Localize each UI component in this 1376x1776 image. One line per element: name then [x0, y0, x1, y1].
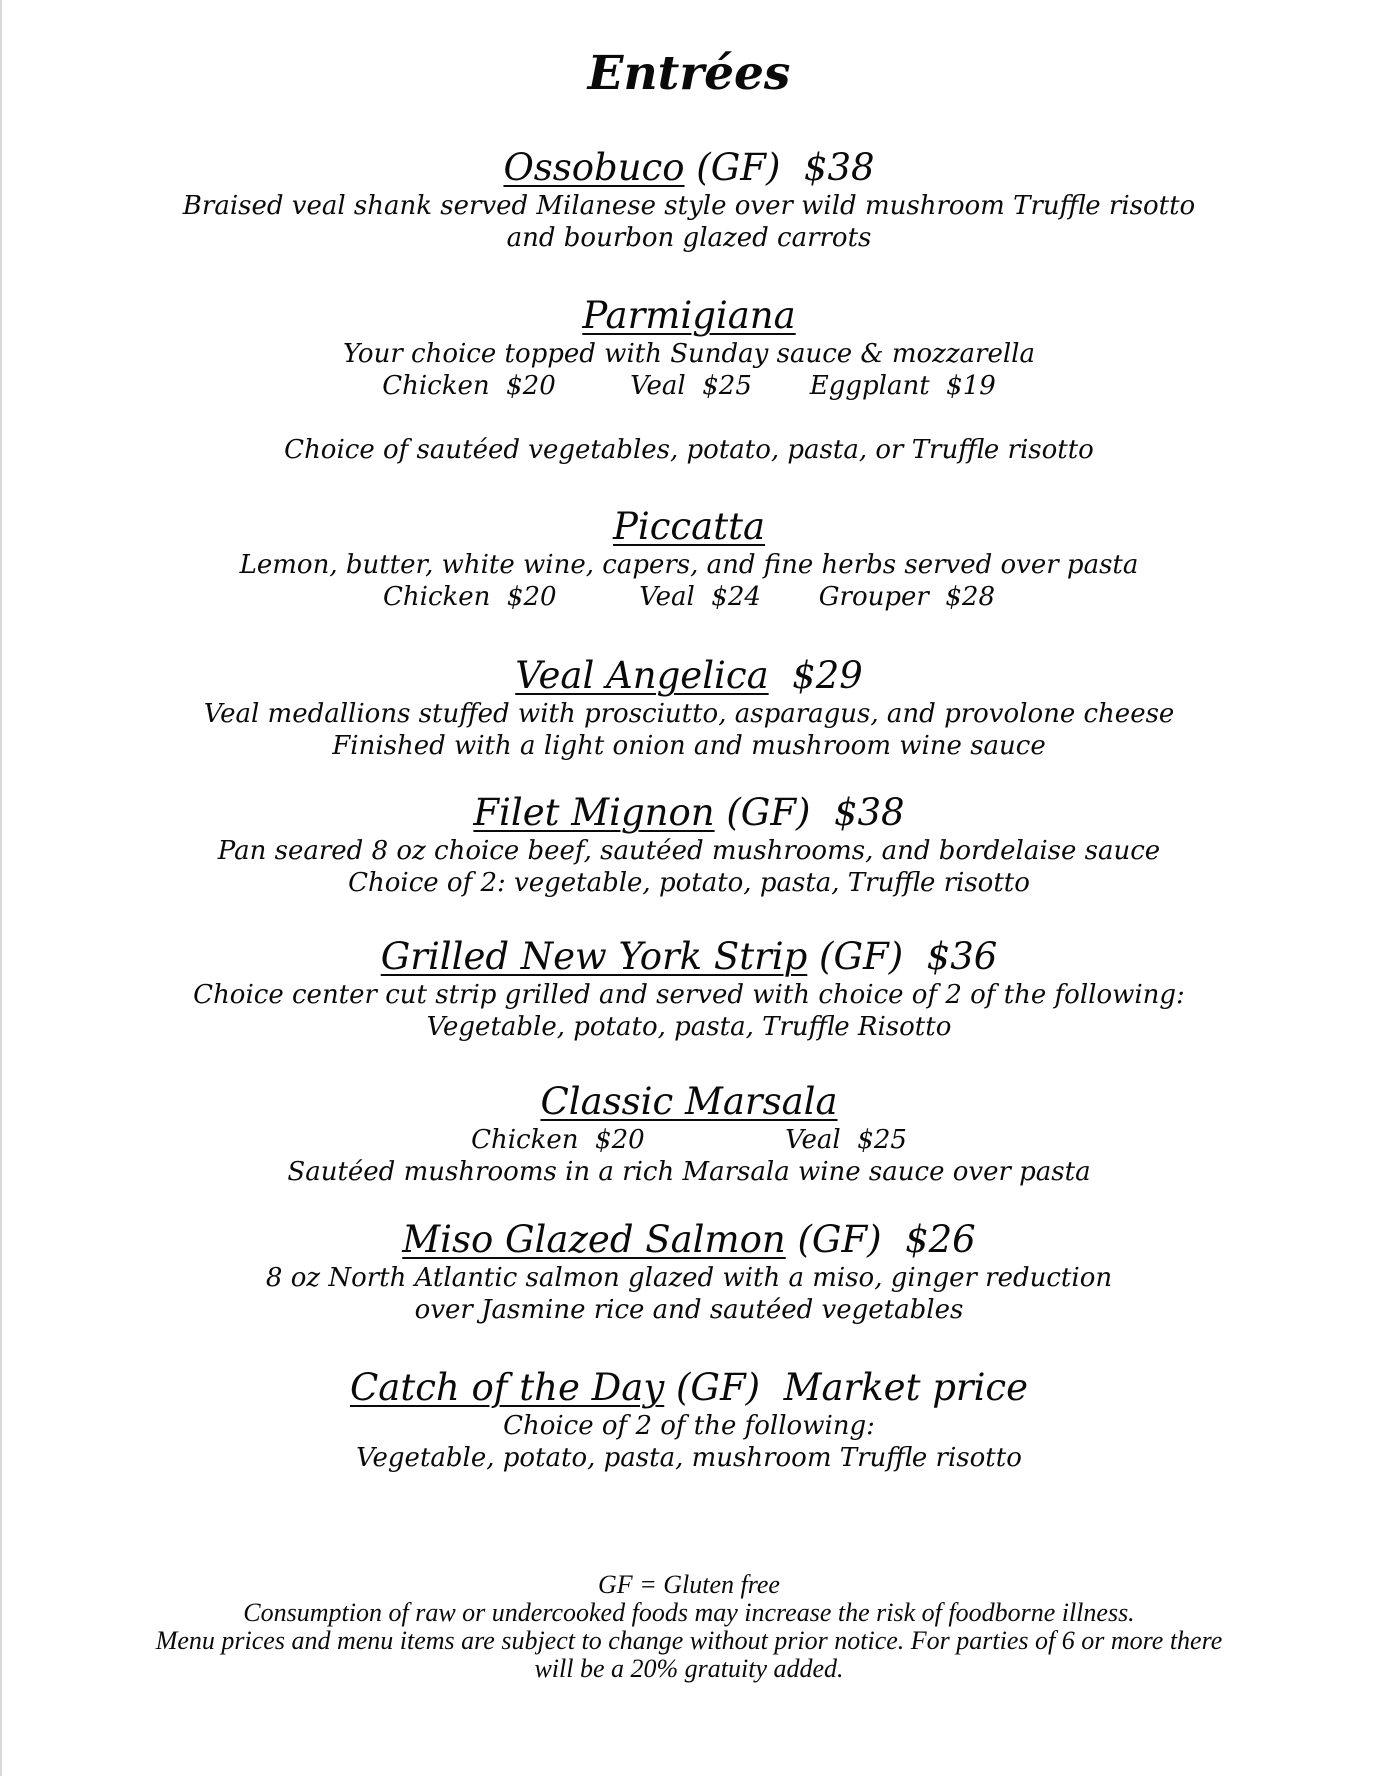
menu-item-name: Veal Angelica	[515, 654, 769, 697]
menu-item-parmigiana	[2, 294, 1376, 466]
menu-item-heading	[2, 791, 1376, 835]
menu-item-miso-glazed-salmon	[2, 1218, 1376, 1326]
menu-item-catch-of-the-day	[2, 1366, 1376, 1474]
menu-item-grilled-new-york-strip	[2, 935, 1376, 1043]
menu-item-description: Pan seared 8 oz choice beef, sautéed mushrooms, and bordelaise sauce	[217, 836, 1161, 866]
blank-line	[2, 402, 1376, 434]
menu-item-name: Classic Marsala	[540, 1080, 838, 1123]
menu-item-description: and bourbon glazed carrots	[506, 223, 872, 253]
menu-footer	[2, 1571, 1376, 1683]
menu-item-name: Filet Mignon	[473, 791, 715, 834]
menu-item-piccatta	[2, 505, 1376, 613]
menu-item-filet-mignon	[2, 791, 1376, 899]
menu-item-price: (GF) $36	[807, 935, 998, 978]
menu-item-ossobuco	[2, 146, 1376, 254]
menu-item-description: Veal medallions stuffed with prosciutto, asparagus, and provolone cheese	[203, 699, 1175, 729]
menu-item-name: Grilled New York Strip	[380, 935, 808, 978]
menu-item-price: (GF) $38	[714, 791, 905, 834]
menu-item-name: Parmigiana	[582, 294, 796, 337]
menu-item-veal-angelica	[2, 654, 1376, 762]
menu-item-heading	[2, 1218, 1376, 1262]
menu-item-prices: Chicken $20 Veal $24 Grouper $28	[382, 582, 995, 612]
menu-item-name: Piccatta	[612, 505, 766, 548]
menu-item-description: Sautéed mushrooms in a rich Marsala wine sauce over pasta	[287, 1157, 1091, 1187]
menu-item-description: Choice of 2 of the following:	[503, 1411, 875, 1441]
menu-item-heading	[2, 1080, 1376, 1124]
menu-item-description: Your choice topped with Sunday sauce & mozzarella	[343, 339, 1035, 369]
menu-item-heading	[2, 146, 1376, 190]
food-safety-notice: Consumption of raw or undercooked foods may increase the risk of foodborne illness.	[243, 1598, 1135, 1627]
menu-item-prices: Chicken $20 Veal $25 Eggplant $19	[382, 371, 996, 401]
menu-item-description: Braised veal shank served Milanese style over wild mushroom Truffle risotto	[182, 191, 1196, 221]
menu-item-description: Choice center cut strip grilled and served with choice of 2 of the following:	[193, 980, 1185, 1010]
menu-item-price: (GF) $38	[684, 146, 875, 189]
menu-item-description: Lemon, butter, white wine, capers, and fine herbs served over pasta	[239, 550, 1139, 580]
menu-item-price: (GF) $26	[785, 1218, 976, 1261]
menu-item-sides: Choice of 2: vegetable, potato, pasta, Truffle risotto	[348, 868, 1030, 898]
menu-item-sides: Choice of sautéed vegetables, potato, pasta, or Truffle risotto	[284, 435, 1094, 465]
menu-item-description: over Jasmine rice and sautéed vegetables	[414, 1295, 964, 1325]
menu-item-name: Ossobuco	[503, 146, 685, 189]
pricing-notice: Menu prices and menu items are subject to change without prior notice. For parties of 6 or more there	[155, 1626, 1223, 1655]
menu-item-description: 8 oz North Atlantic salmon glazed with a miso, ginger reduction	[265, 1263, 1113, 1293]
menu-item-heading	[2, 654, 1376, 698]
page-title: Entrées	[587, 46, 791, 101]
menu-item-sides: Vegetable, potato, pasta, Truffle Risotto	[426, 1012, 952, 1042]
menu-item-heading	[2, 505, 1376, 549]
menu-item-name: Miso Glazed Salmon	[402, 1218, 786, 1261]
gluten-free-legend: GF = Gluten free	[598, 1570, 780, 1599]
menu-item-price: $29	[768, 654, 863, 697]
menu-item-classic-marsala	[2, 1080, 1376, 1188]
menu-item-heading	[2, 935, 1376, 979]
menu-item-heading	[2, 294, 1376, 338]
menu-item-heading	[2, 1366, 1376, 1410]
menu-item-prices: Chicken $20 Veal $25	[471, 1125, 907, 1155]
menu-item-name: Catch of the Day	[349, 1366, 665, 1409]
menu-item-sides: Vegetable, potato, pasta, mushroom Truffle risotto	[356, 1443, 1022, 1473]
menu-item-price: (GF) Market price	[664, 1366, 1029, 1409]
menu-item-description: Finished with a light onion and mushroom wine sauce	[332, 731, 1046, 761]
gratuity-notice: will be a 20% gratuity added.	[534, 1654, 844, 1683]
